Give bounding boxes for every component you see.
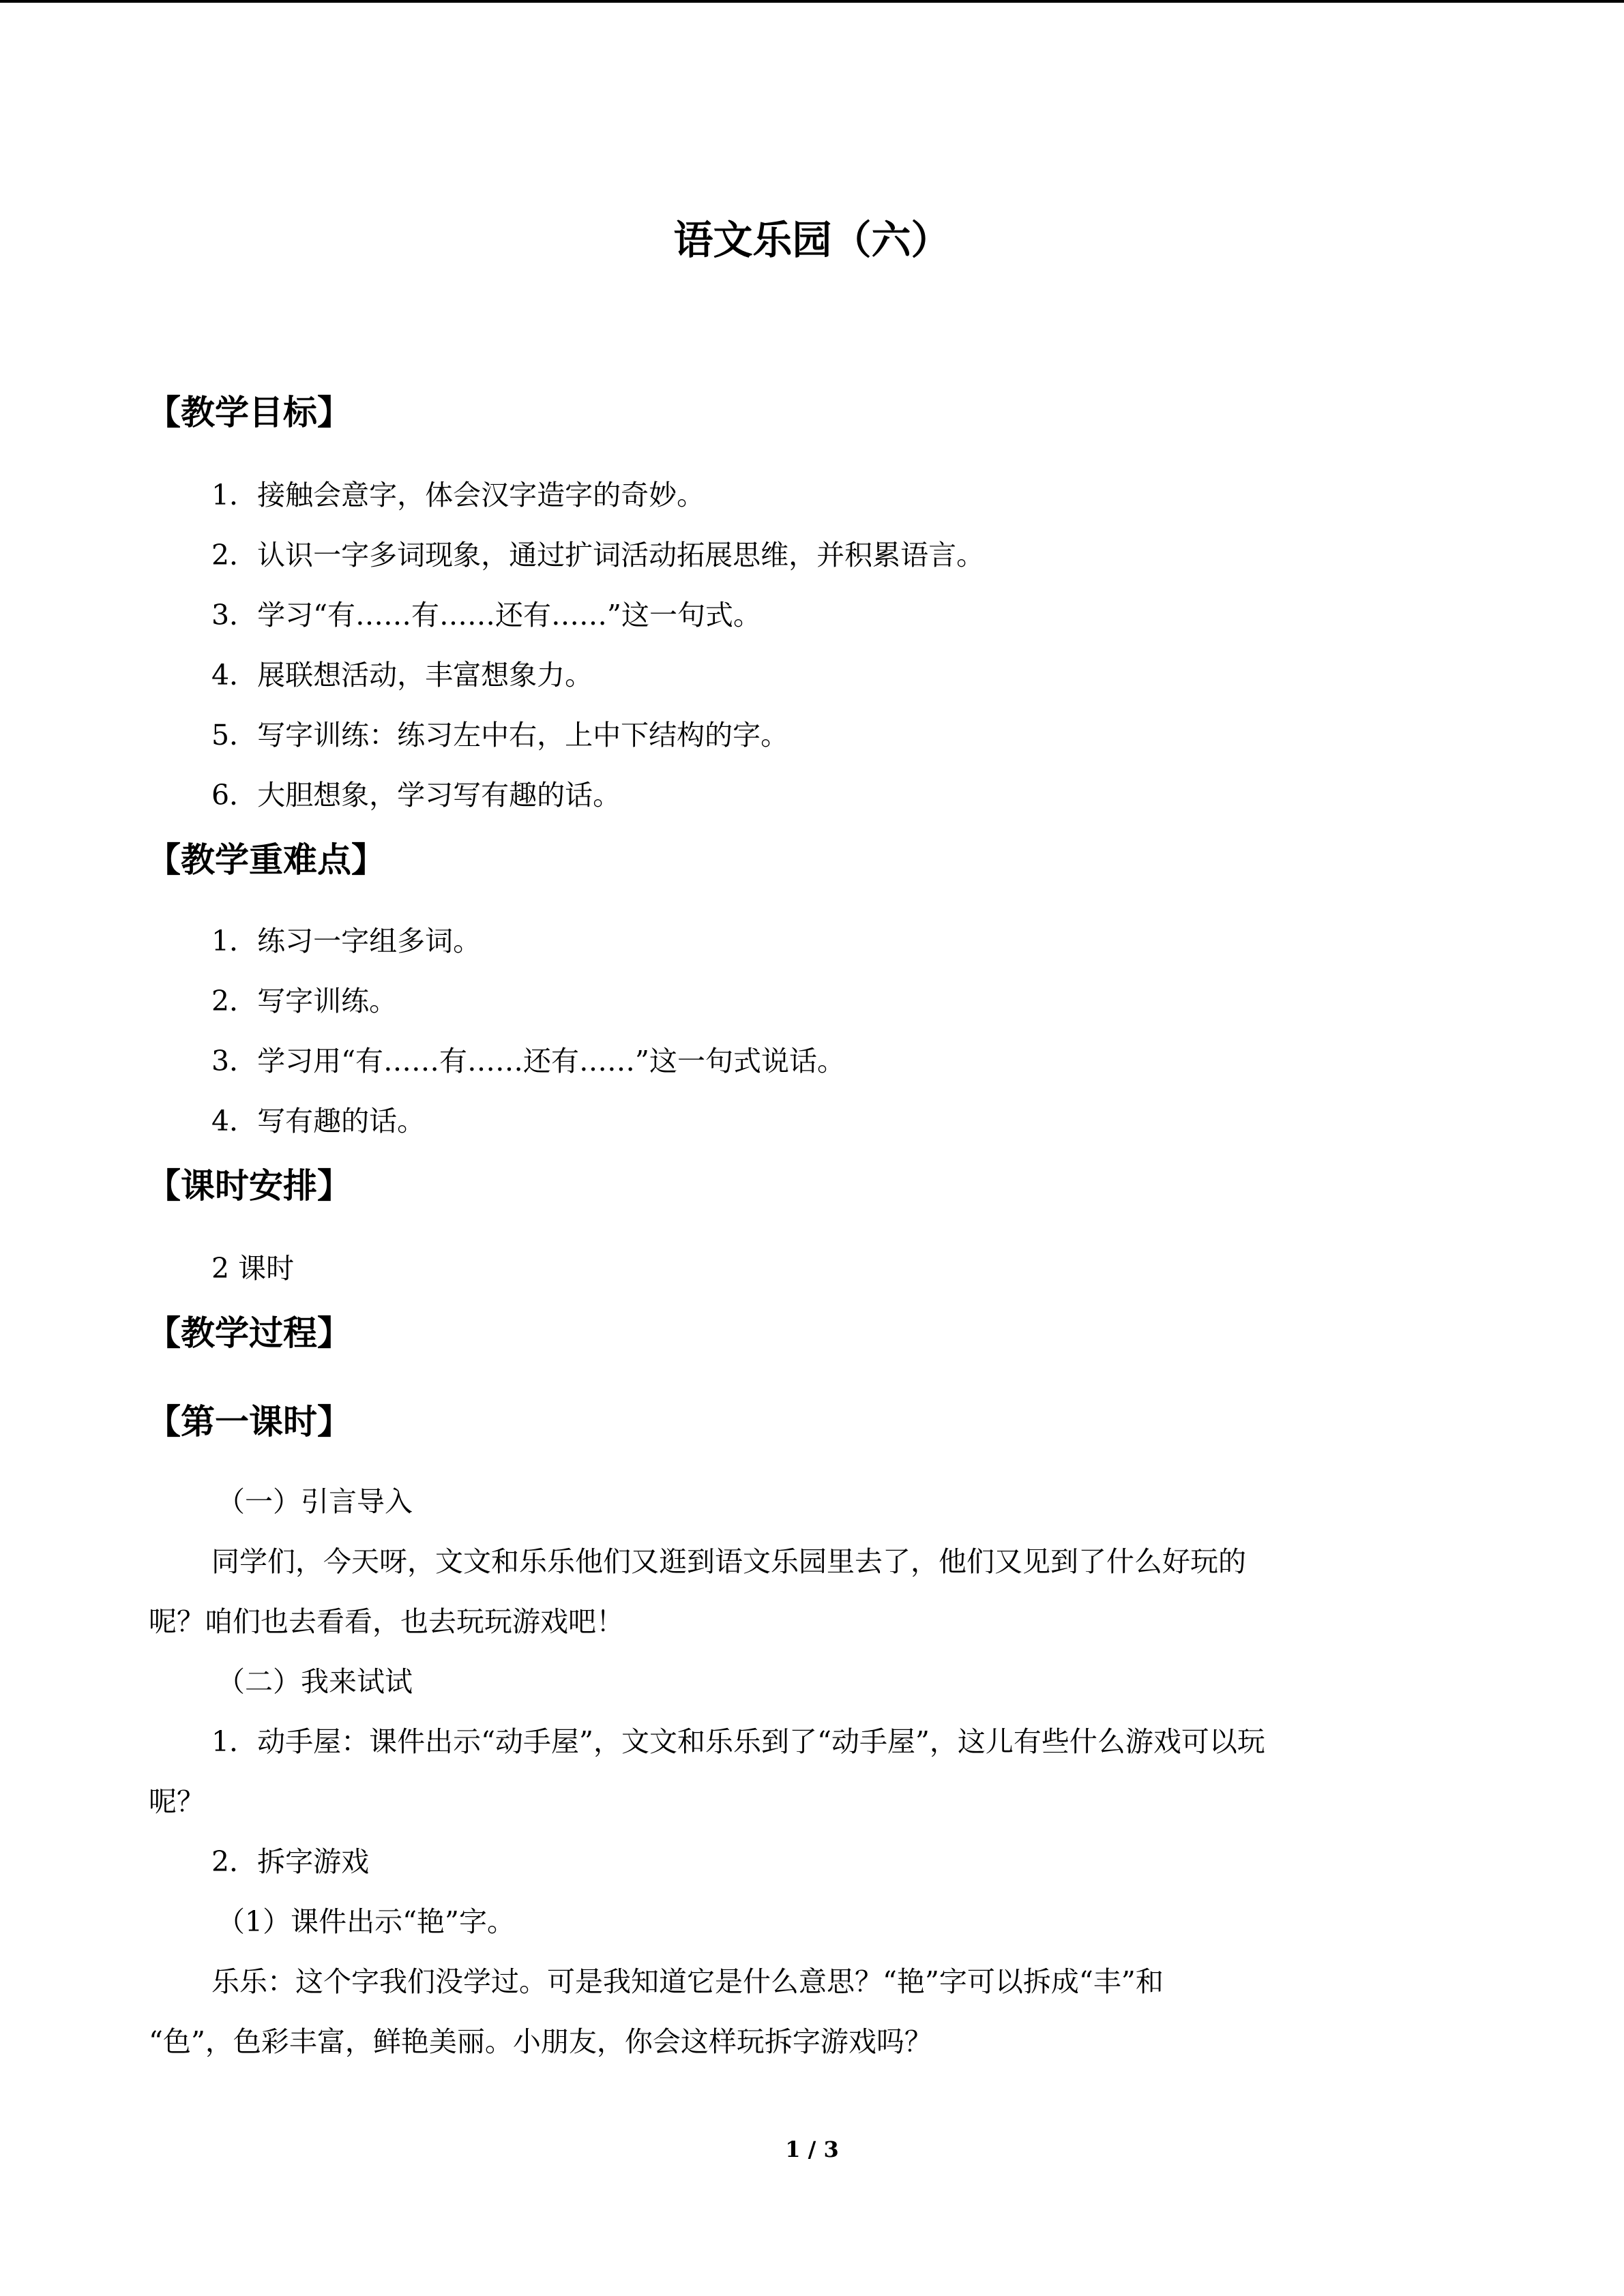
goal-item: 4．展联想活动，丰富想象力。 xyxy=(211,659,593,691)
section-heading-lesson1: 【第一课时】 xyxy=(147,1402,351,1442)
schedule-text: 2 课时 xyxy=(211,1252,295,1285)
goal-item: 5．写字训练：练习左中右，上中下结构的字。 xyxy=(211,719,789,751)
document-title: 语文乐园（六） xyxy=(673,217,951,263)
section-heading-schedule: 【课时安排】 xyxy=(147,1166,351,1206)
lesson-line: （1）课件出示“艳”字。 xyxy=(217,1905,516,1938)
lesson-line: “色”，色彩丰富，鲜艳美丽。小朋友，你会这样玩拆字游戏吗？ xyxy=(149,2025,932,2058)
section-heading-process: 【教学过程】 xyxy=(147,1313,351,1353)
lesson-line: 呢？ xyxy=(149,1785,205,1818)
key-point-item: 2．写字训练。 xyxy=(211,985,398,1017)
lesson-line: 同学们，今天呀，文文和乐乐他们又逛到语文乐园里去了，他们又见到了什么好玩的 xyxy=(211,1545,1246,1578)
lesson-line: （二）我来试试 xyxy=(217,1665,413,1698)
goal-item: 1．接触会意字，体会汉字造字的奇妙。 xyxy=(211,479,705,511)
key-point-item: 1．练习一字组多词。 xyxy=(211,925,482,957)
lesson-line: （一）引言导入 xyxy=(217,1485,413,1518)
lesson-line: 乐乐：这个字我们没学过。可是我知道它是什么意思？“艳”字可以拆成“丰”和 xyxy=(211,1965,1164,1998)
lesson-line: 1．动手屋：课件出示“动手屋”，文文和乐乐到了“动手屋”，这儿有些什么游戏可以玩 xyxy=(211,1725,1265,1758)
section-heading-goals: 【教学目标】 xyxy=(147,393,351,432)
goal-item: 3．学习“有……有……还有……”这一句式。 xyxy=(211,599,762,631)
goal-item: 2．认识一字多词现象，通过扩词活动拓展思维，并积累语言。 xyxy=(211,539,985,571)
key-point-item: 3．学习用“有……有……还有……”这一句式说话。 xyxy=(211,1045,846,1077)
key-point-item: 4．写有趣的话。 xyxy=(211,1105,426,1137)
page-number: 1 / 3 xyxy=(785,2136,839,2162)
section-heading-key-points: 【教学重难点】 xyxy=(147,840,385,880)
lesson-line: 呢？咱们也去看看，也去玩玩游戏吧！ xyxy=(149,1605,624,1638)
goal-item: 6．大胆想象，学习写有趣的话。 xyxy=(211,779,621,811)
top-border-rule xyxy=(0,0,1624,3)
lesson-line: 2．拆字游戏 xyxy=(211,1845,370,1878)
